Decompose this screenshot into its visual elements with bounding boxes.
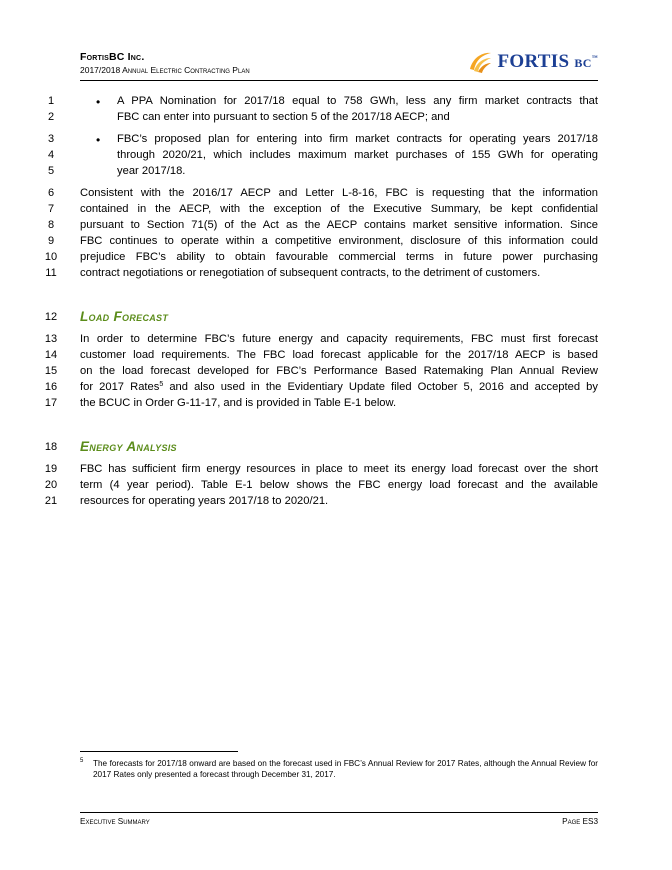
line-text: FBC has sufficient firm energy resources in place to meet its energy load forecast over the short (80, 463, 598, 475)
line-text: FBC’s proposed plan for entering into firm market contracts for operating years 2017/18 (117, 133, 598, 145)
line-text: through 2020/21, which includes maximum market purchases of 155 GWh for operating (117, 149, 598, 161)
line-text: contained in the AECP, with the exception of the Executive Summary, be kept confidential (80, 203, 598, 215)
flame-swirl-icon (467, 49, 493, 75)
plan-title: 2017/2018 Annual Electric Contracting Plan (80, 65, 250, 75)
page-number: Page ES3 (562, 817, 598, 826)
line-text: FBC can enter into pursuant to section 5 of the 2017/18 AECP; and (117, 111, 450, 123)
line-text (80, 381, 598, 393)
line-number: 20 (44, 479, 58, 491)
line-text-after: and also used in the Evidentiary Update filed October 5, 2016 and accepted by (163, 381, 598, 393)
page-footer (80, 812, 598, 826)
footnote-mark: 5 (80, 758, 84, 764)
line-text: Consistent with the 2016/17 AECP and Letter L-8-16, FBC is requesting that the information (80, 187, 598, 199)
line-text: term (4 year period). Table E-1 below shows the FBC energy load forecast and the available (80, 479, 598, 491)
heading-text: Energy Analysis (80, 439, 177, 454)
logo-wordmark (497, 51, 598, 73)
line-number: 15 (44, 365, 58, 377)
line-number: 1 (47, 95, 55, 107)
logo-tm: ™ (591, 55, 598, 62)
page-header (80, 48, 598, 82)
line-number: 18 (44, 441, 58, 453)
bullet-marker: • (96, 133, 101, 147)
line-number: 12 (44, 311, 58, 323)
line-text: A PPA Nomination for 2017/18 equal to 758 GWh, less any firm market contracts that (117, 95, 598, 107)
line-number: 19 (44, 463, 58, 475)
line-number: 14 (44, 349, 58, 361)
line-number: 16 (44, 381, 58, 393)
line-text: year 2017/18. (117, 165, 186, 177)
line-text: the BCUC in Order G-11-17, and is provided in Table E-1 below. (80, 397, 397, 409)
line-text: In order to determine FBC’s future energy and capacity requirements, FBC must first forecast (80, 333, 598, 345)
line-number: 13 (44, 333, 58, 345)
line-number: 2 (47, 111, 55, 123)
line-text: contract negotiations or renegotiation of subsequent contracts, to the detriment of customers. (80, 267, 541, 279)
heading-text: Load Forecast (80, 309, 169, 324)
line-number: 7 (47, 203, 55, 215)
line-text: FBC continues to operate within a competitive environment, disclosure of this information could (80, 235, 598, 247)
line-text: on the load forecast developed for FBC’s Performance Based Ratemaking Plan Annual Review (80, 365, 598, 377)
line-number: 8 (47, 219, 55, 231)
line-text-before: for 2017 Rates (80, 381, 160, 393)
footer-section: Executive Summary (80, 817, 150, 826)
line-number: 4 (47, 149, 55, 161)
company-name: FortisBC Inc. (80, 51, 145, 63)
logo-suffix: BC (574, 56, 592, 70)
line-text: pursuant to Section 71(5) of the Act as the AECP contains market sensitive information. Since (80, 219, 598, 231)
line-number: 11 (45, 267, 57, 279)
line-number: 21 (44, 495, 58, 507)
line-text: customer load requirements. The FBC load forecast applicable for the 2017/18 AECP is based (80, 349, 598, 361)
line-text: prejudice FBC’s ability to obtain favourable commercial terms in future power purchasing (80, 251, 598, 263)
line-number: 3 (47, 133, 55, 145)
fortisbc-logo (467, 48, 598, 76)
line-number: 9 (47, 235, 55, 247)
line-number: 6 (47, 187, 55, 199)
bullet-marker: • (96, 95, 101, 109)
footnote-rule (80, 751, 238, 752)
footnote (80, 758, 598, 780)
line-number: 5 (47, 165, 55, 177)
footnote-ref: 5 (159, 381, 164, 388)
footnote-text: The forecasts for 2017/18 onward are based on the forecast used in FBC’s Annual Review for 2017 Rates, although the Annual Review for 2017 Rates only presented a forecast through December 31, 2017. (93, 759, 598, 779)
line-number: 17 (44, 397, 58, 409)
line-text: resources for operating years 2017/18 to 2020/21. (80, 495, 329, 507)
line-number: 10 (44, 251, 58, 263)
logo-word: FORTIS (497, 51, 570, 72)
header-rule (80, 80, 598, 81)
